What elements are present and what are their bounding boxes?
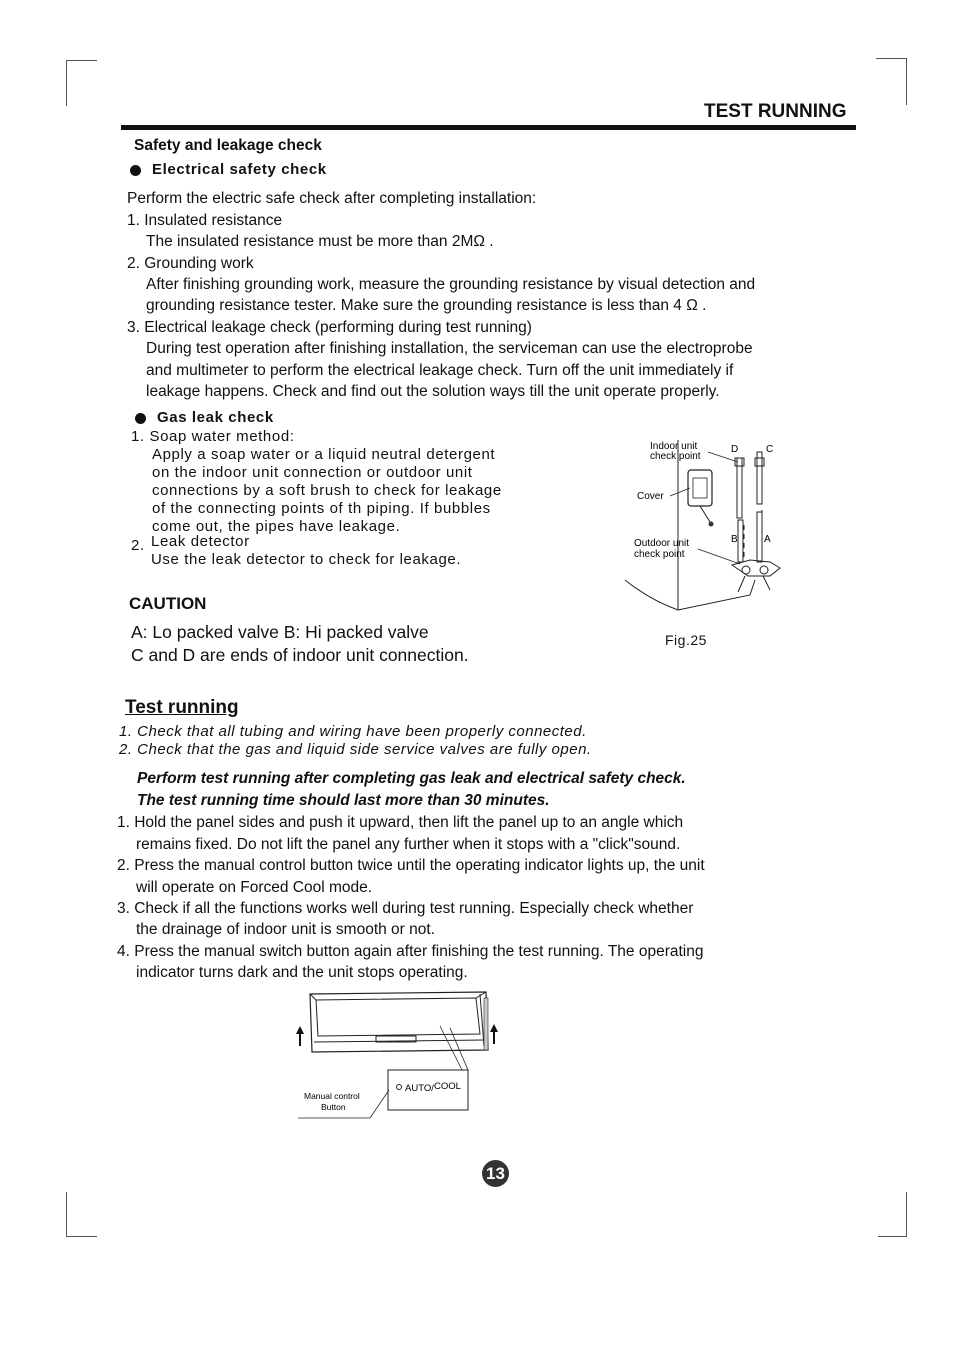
caution-heading: CAUTION [129,594,207,613]
test-check: 1. Check that all tubing and wiring have been properly connected. [119,723,587,740]
safety-heading: Safety and leakage check [134,137,322,154]
fig25-label: Cover [637,491,664,502]
test-note: The test running time should last more than 30 minutes. [137,792,550,809]
electrical-item: 3. Electrical leakage check (performing during test running) [127,319,532,336]
fig25-label: B [731,534,738,545]
crop-mark-bottom-right [878,1192,907,1237]
fig25-label: Outdoor unit [634,538,690,549]
fig25-label: D [731,444,739,455]
test-step: indicator turns dark and the unit stops operating. [136,964,468,981]
electrical-heading: Electrical safety check [152,161,327,178]
test-step: will operate on Forced Cool mode. [136,879,373,896]
test-step: 4. Press the manual switch button again after finishing the test running. The operating [117,943,704,960]
electrical-item: The insulated resistance must be more than 2MΩ . [146,233,494,250]
test-step: remains fixed. Do not lift the panel any further when it stops with a "click"sound. [136,836,681,853]
gas-line: 2. [131,537,145,554]
fig25-caption: Fig.25 [665,632,707,648]
page-title: TEST RUNNING [704,101,847,122]
gas-line: Apply a soap water or a liquid neutral detergent [152,446,496,463]
test-step: 2. Press the manual control button twice until the operating indicator lights up, the unit [117,857,705,874]
indoor-unit-diagram [290,988,510,1123]
gas-line: 1. Soap water method: [131,428,295,445]
test-step: 3. Check if all the functions works well during test running. Especially check whether [117,900,694,917]
electrical-item: leakage happens. Check and find out the solution ways till the unit operate properly. [146,383,720,400]
bullet-icon [130,165,141,176]
test-step: 1. Hold the panel sides and push it upward, then lift the panel up to an angle which [117,814,684,831]
electrical-item: and multimeter to perform the electrical leakage check. Turn off the unit immediately if [146,362,734,379]
test-running-heading: Test running [125,697,239,718]
gas-heading: Gas leak check [157,409,274,426]
page-number-badge [482,1160,509,1187]
fig25-label: check point [650,451,701,462]
manual-control-label: Button [321,1102,346,1112]
fig25-label: Indoor unit [650,441,698,452]
crop-mark-top-right [876,58,907,105]
caution-line: A: Lo packed valve B: Hi packed valve [131,622,429,642]
electrical-intro: Perform the electric safe check after completing installation: [127,190,537,207]
test-step: the drainage of indoor unit is smooth or not. [136,921,435,938]
electrical-item: 2. Grounding work [127,255,254,272]
test-check: 2. Check that the gas and liquid side service valves are fully open. [119,741,592,758]
electrical-item: After finishing grounding work, measure the grounding resistance by visual detection and [146,276,756,293]
test-note: Perform test running after completing gas leak and electrical safety check. [137,770,686,787]
header-rule [121,125,856,130]
fig25-label: C [766,444,774,455]
gas-line: of the connecting points of th piping. If bubbles [152,500,491,517]
fig25-label: check point [634,549,685,560]
manual-control-label: Manual control [304,1091,360,1101]
electrical-item: During test operation after finishing installation, the serviceman can use the electroprobe [146,340,753,357]
gas-line: on the indoor unit connection or outdoor unit [152,464,473,481]
electrical-item: grounding resistance tester. Make sure the grounding resistance is less than 4 Ω . [146,297,707,314]
button-label: COOL [434,1081,461,1092]
gas-line: Use the leak detector to check for leakage. [151,551,462,568]
gas-line: come out, the pipes have leakage. [152,518,401,535]
fig25-diagram [620,430,790,615]
caution-line: C and D are ends of indoor unit connection. [131,645,469,665]
gas-line: connections by a soft brush to check for leakage [152,482,502,499]
page-number: 13 [486,1164,505,1183]
electrical-item: 1. Insulated resistance [127,212,283,229]
gas-line: Leak detector [151,533,250,550]
crop-mark-bottom-left [66,1192,97,1237]
fig25-label: A [764,534,771,545]
crop-mark-top-left [66,60,97,106]
bullet-icon [135,413,146,424]
button-label: AUTO/ [405,1083,434,1094]
